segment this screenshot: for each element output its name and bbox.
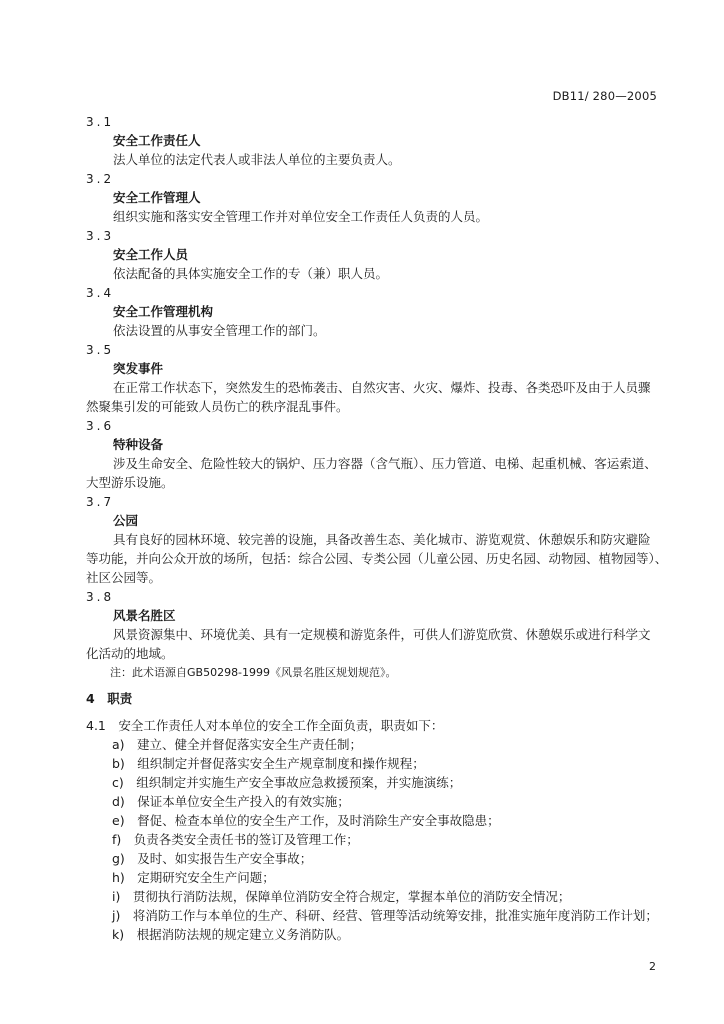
term-title: 安全工作人员 (113, 247, 189, 262)
source-note: 注：此术语源自GB50298-1999《风景名胜区规划规范》。 (110, 666, 397, 679)
clause-number: 3.4 (86, 286, 115, 300)
clause-number: 3.7 (86, 495, 115, 509)
term-definition: 具有良好的园林环境、较完善的设施，具备改善生态、美化城市、游览观赏、休憩娱乐和防灾避险 (113, 532, 651, 547)
term-definition: 风景资源集中、环境优美、具有一定规模和游览条件，可供人们游览欣赏、休憩娱乐或进行科学文 (113, 627, 651, 642)
list-item: k) 根据消防法规的规定建立义务消防队。 (112, 927, 350, 942)
term-definition: 在正常工作状态下，突然发生的恐怖袭击、自然灾害、火灾、爆炸、投毒、各类恐吓及由于人员骤 (113, 380, 651, 395)
page-number: 2 (649, 960, 656, 973)
list-item: j) 将消防工作与本单位的生产、科研、经营、管理等活动统筹安排，批准实施年度消防工作计划； (112, 908, 658, 923)
term-definition-cont: 社区公园等。 (86, 570, 162, 585)
term-title: 突发事件 (113, 361, 164, 376)
list-item: e) 督促、检查本单位的安全生产工作，及时消除生产安全事故隐患； (112, 813, 500, 828)
term-title: 安全工作责任人 (113, 133, 201, 148)
list-item: i) 贯彻执行消防法规，保障单位消防安全符合规定，掌握本单位的消防安全情况； (112, 889, 571, 904)
list-item: g) 及时、如实报告生产安全事故； (112, 851, 313, 866)
clause-text: 4.1 安全工作责任人对本单位的安全工作全面负责，职责如下： (86, 718, 444, 733)
term-definition: 依法设置的从事安全管理工作的部门。 (113, 323, 326, 338)
term-title: 特种设备 (113, 437, 164, 452)
term-title: 公园 (113, 513, 139, 528)
term-title: 安全工作管理人 (113, 190, 201, 205)
clause-number: 3.1 (86, 115, 115, 129)
term-definition: 组织实施和落实安全管理工作并对单位安全工作责任人负责的人员。 (113, 209, 489, 224)
clause-number: 3.2 (86, 172, 115, 186)
term-definition-cont: 然聚集引发的可能致人员伤亡的秩序混乱事件。 (86, 399, 349, 414)
list-item: b) 组织制定并督促落实安全生产规章制度和操作规程； (112, 756, 425, 771)
list-item: d) 保证本单位安全生产投入的有效实施； (112, 794, 350, 809)
term-definition-cont: 化活动的地域。 (86, 646, 174, 661)
term-title: 安全工作管理机构 (113, 304, 214, 319)
section-heading: 4 职责 (86, 691, 133, 706)
list-item: f) 负责各类安全责任书的签订及管理工作； (112, 832, 359, 847)
term-definition-cont: 大型游乐设施。 (86, 475, 174, 490)
list-item: a) 建立、健全并督促落实安全生产责任制； (112, 737, 363, 752)
term-definition: 依法配备的具体实施安全工作的专（兼）职人员。 (113, 266, 389, 281)
document-code: DB11/ 280—2005 (552, 89, 657, 103)
term-title: 风景名胜区 (113, 608, 176, 623)
list-item: c) 组织制定并实施生产安全事故应急救援预案，并实施演练； (112, 775, 462, 790)
term-definition-cont: 等功能，并向公众开放的场所，包括：综合公园、专类公园（儿童公园、历史名园、动物园、植物园等）、 (86, 551, 668, 566)
term-definition: 涉及生命安全、危险性较大的锅炉、压力容器（含气瓶）、压力管道、电梯、起重机械、客运索道、 (113, 456, 657, 471)
clause-number: 3.3 (86, 229, 115, 243)
clause-number: 3.8 (86, 590, 115, 604)
clause-number: 3.5 (86, 343, 115, 357)
term-definition: 法人单位的法定代表人或非法人单位的主要负责人。 (113, 152, 401, 167)
clause-number: 3.6 (86, 419, 115, 433)
list-item: h) 定期研究安全生产问题； (112, 870, 275, 885)
